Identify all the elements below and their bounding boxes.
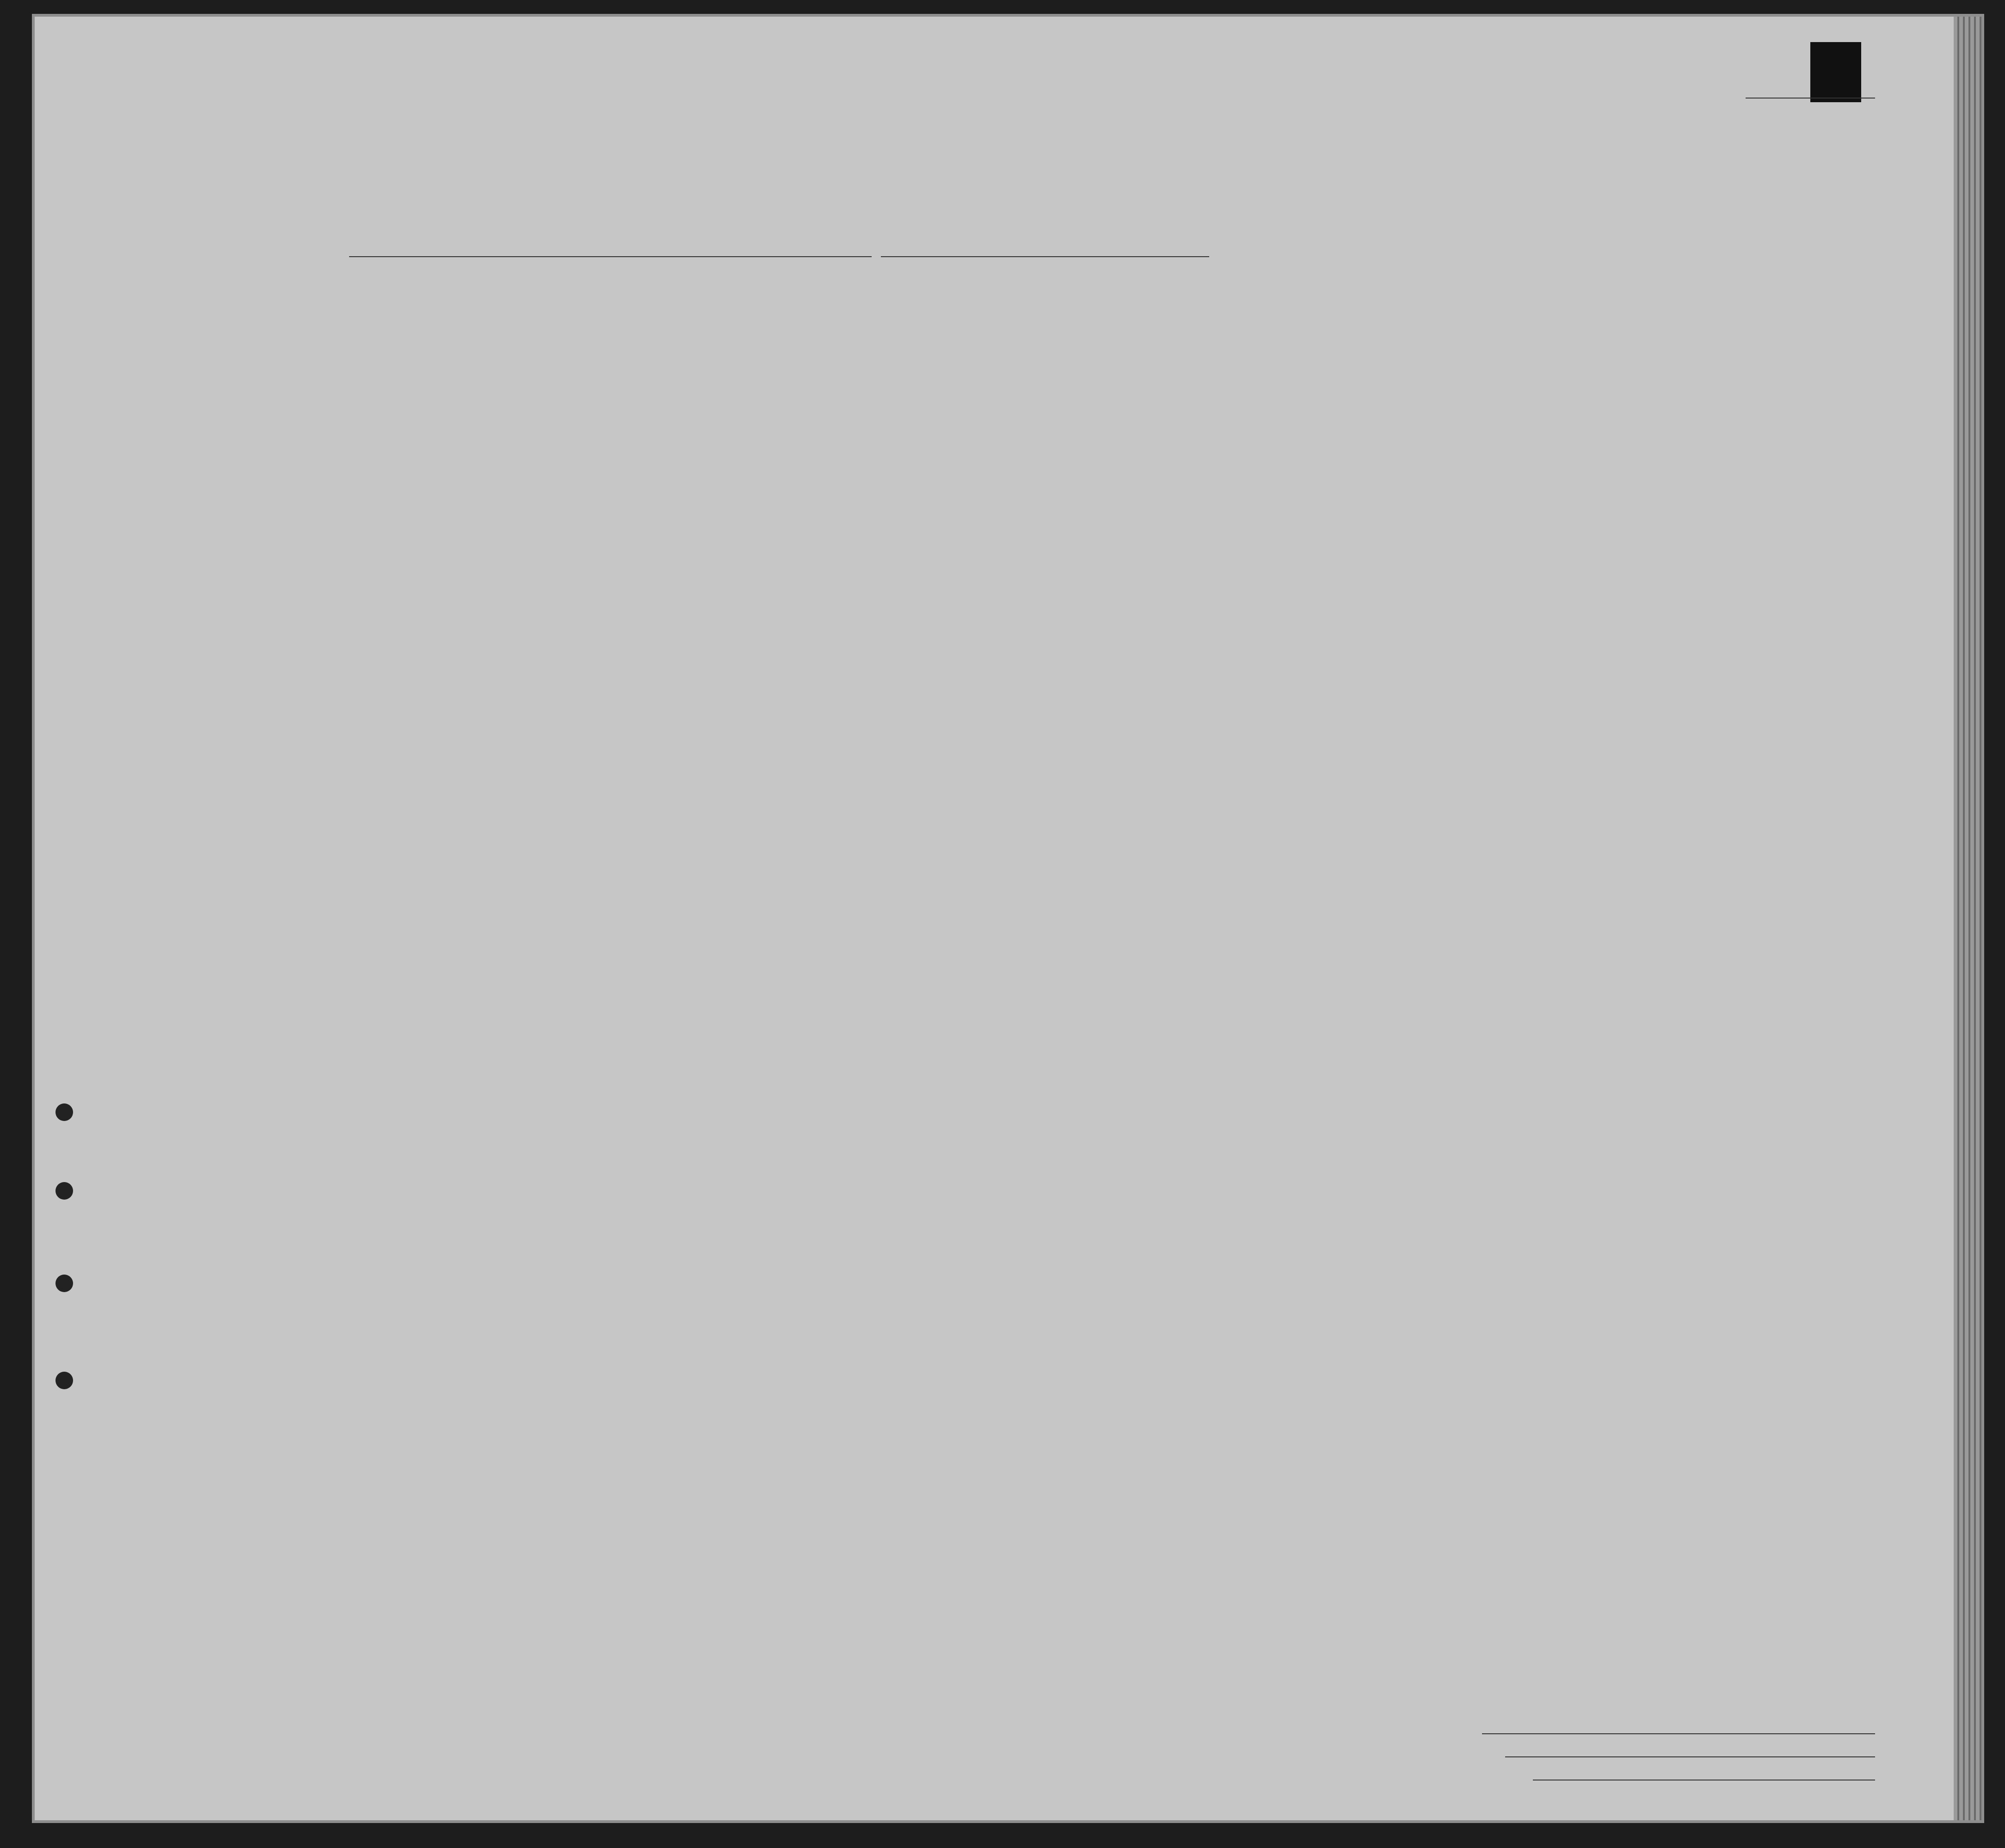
manifest-sheet — [35, 17, 1981, 1820]
owners-field — [1505, 1756, 1875, 1757]
line-field — [1482, 1733, 1875, 1734]
form-grid — [35, 17, 1981, 1820]
